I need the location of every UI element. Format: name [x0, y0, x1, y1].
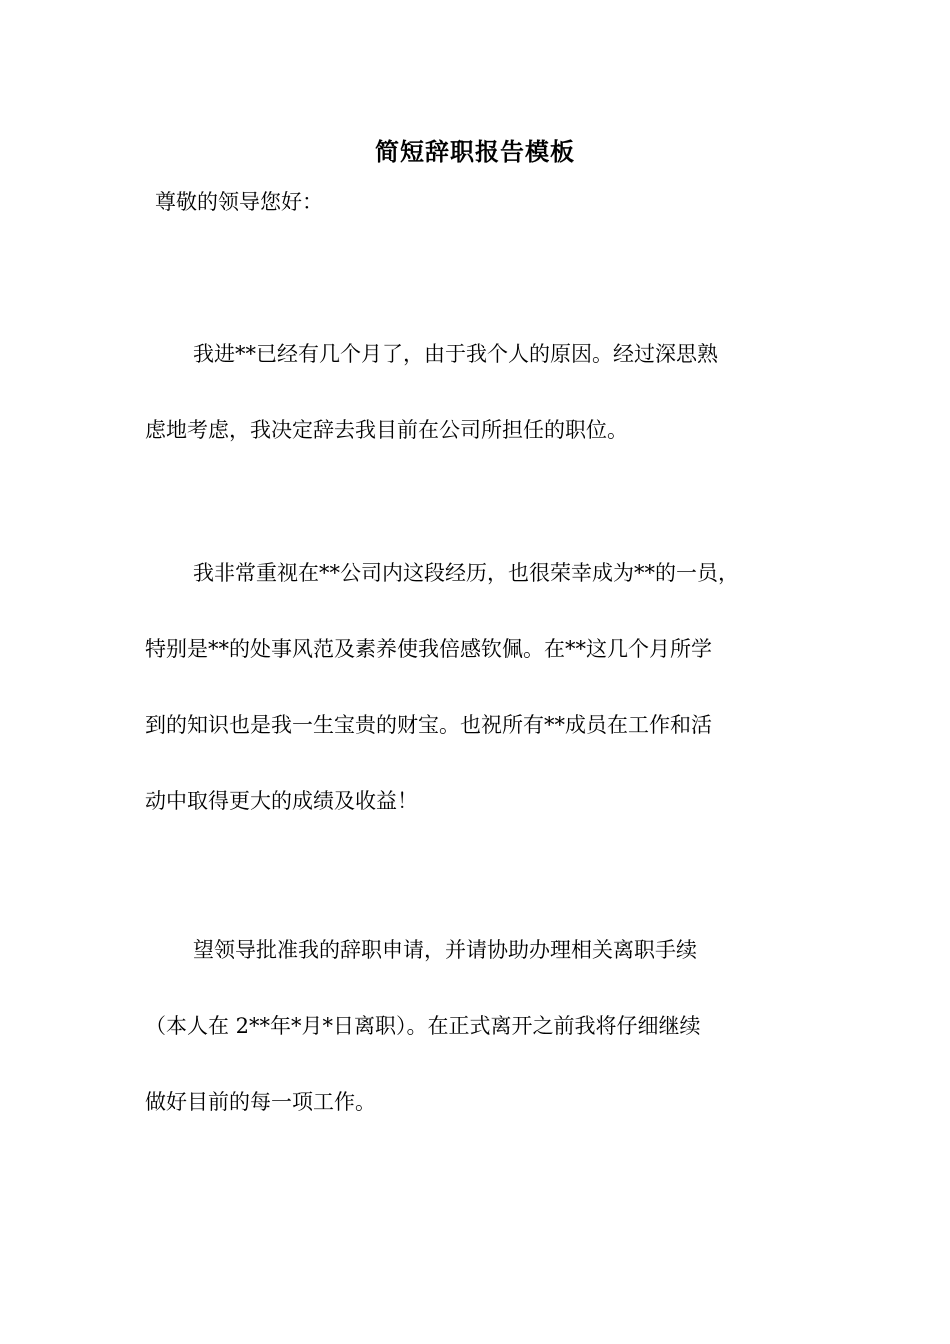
document-title: 简短辞职报告模板 [375, 137, 575, 166]
paragraph-2 [145, 535, 820, 839]
paragraph-line: 虑地考虑，我决定辞去我目前在公司所担任的职位。 [145, 418, 628, 442]
paragraph-3 [145, 912, 820, 1140]
paragraph-line: 动中取得更大的成绩及收益！ [145, 789, 418, 813]
paragraph-line: 做好目前的每一项工作。 [145, 1090, 376, 1114]
paragraph-1 [145, 316, 820, 468]
salutation: 尊敬的领导您好： [155, 190, 323, 214]
paragraph-line: （本人在 2**年*月*日离职）。在正式离开之前我将仔细继续 [145, 1014, 701, 1038]
paragraph-line: 我非常重视在**公司内这段经历，也很荣幸成为**的一员， [193, 561, 739, 585]
paragraph-line: 到的知识也是我一生宝贵的财宝。也祝所有**成员在工作和活 [145, 713, 712, 737]
paragraph-line: 望领导批准我的辞职申请，并请协助办理相关离职手续 [193, 938, 697, 962]
paragraph-line: 我进**已经有几个月了，由于我个人的原因。经过深思熟 [193, 342, 718, 366]
paragraph-line: 特别是**的处事风范及素养使我倍感钦佩。在**这几个月所学 [145, 637, 712, 661]
